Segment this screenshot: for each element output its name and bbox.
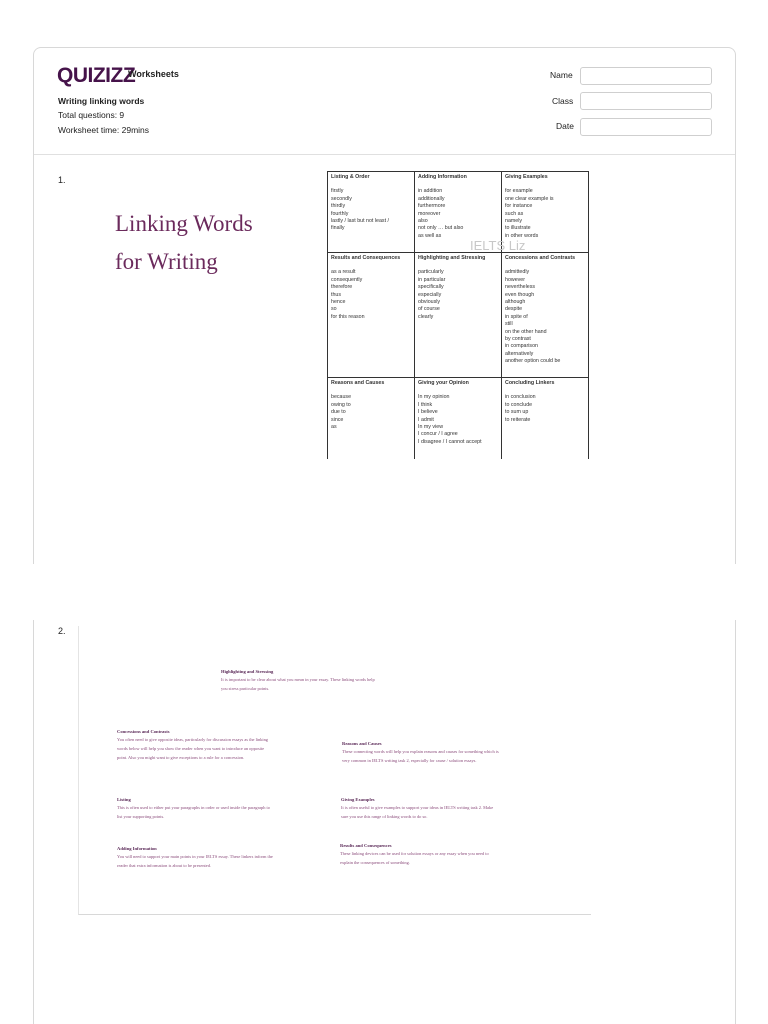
image-title-line1: Linking Words — [115, 211, 253, 236]
text-block: Highlighting and Stressing It is important to be clear about what you mean in your essay. These linking words help you stress particular points. — [221, 669, 375, 691]
worksheet-page-2 — [33, 620, 736, 1024]
question-number: 2. — [58, 626, 66, 636]
worksheet-time: Worksheet time: 29mins — [58, 125, 150, 135]
question-number: 1. — [58, 175, 66, 185]
linking-words-table — [327, 171, 589, 459]
question-image-linking-words — [78, 171, 621, 459]
text-block: Adding Information You will need to support your main points in your IELTS essay. These linkers inform the reader that extra information is about to be presented. — [117, 846, 273, 868]
watermark: IELTS Liz — [470, 238, 526, 253]
total-questions: Total questions: 9 — [58, 110, 125, 120]
table-cell: Concessions and Contrasts admittedly however nevertheless even though although despite in spite of still on the other hand by contrast in comparison alternatively another option could be — [502, 253, 589, 378]
quizizz-logo: QUIZIZZ — [57, 64, 136, 87]
table-cell: Concluding Linkers in conclusion to conclude to sum up to reiterate — [502, 378, 589, 460]
text-block: Giving Examples It is often useful to give examples to support your ideas in IELTS writing task 2. Make sure you use this range of linking words to do so. — [341, 797, 494, 819]
table-cell: Giving your Opinion In my opinion I think I believe I admit In my view I concur / I agree I disagree / I cannot accept — [415, 378, 502, 460]
table-cell: Listing & Order firstly secondly thirdly fourthly lastly / last but not least / finally — [328, 172, 415, 253]
question-image-linking-descriptions — [78, 626, 591, 915]
name-label: Name — [550, 70, 573, 80]
logo-subtitle: Worksheets — [128, 69, 179, 79]
table-cell: Adding Information in addition additionally furthermore moreover also not only … but also as well as — [415, 172, 502, 253]
text-block: Results and Consequences These linking devices can be used for solution essays or any essay when you need to explain the consequences of something. — [340, 843, 489, 865]
text-block: Concessions and Contrasts You often need to give opposite ideas, particularly for discussion essays as the linking words below will help you show the reader when you want to introduce an opposite point. Also you might want to give exceptions to a rule for a concession. — [117, 729, 269, 760]
text-block: Reasons and Causes These connecting words will help you explain reasons and causes for something which is very common in IELTS writing task 2, especially for cause / solution essays. — [342, 741, 499, 763]
class-field[interactable] — [580, 92, 712, 110]
table-cell: Results and Consequences as a result consequently therefore thus hence so for this reason — [328, 253, 415, 378]
class-label: Class — [552, 96, 574, 106]
image-title-line2: for Writing — [115, 249, 218, 274]
name-field[interactable] — [580, 67, 712, 85]
worksheet-header — [34, 48, 735, 155]
date-label: Date — [556, 121, 574, 131]
table-cell: Highlighting and Stressing particularly in particular specifically especially obviously of course clearly — [415, 253, 502, 378]
table-cell: Giving Examples for example one clear example is for instance such as namely to illustrate in other words — [502, 172, 589, 253]
text-block: Listing This is often used to either put your paragraphs in order or used inside the paragraph to list your supporting points. — [117, 797, 270, 819]
worksheet-page-1 — [33, 47, 736, 564]
worksheet-title: Writing linking words — [58, 96, 145, 106]
table-cell: Reasons and Causes because owing to due to since as — [328, 378, 415, 460]
date-field[interactable] — [580, 118, 712, 136]
